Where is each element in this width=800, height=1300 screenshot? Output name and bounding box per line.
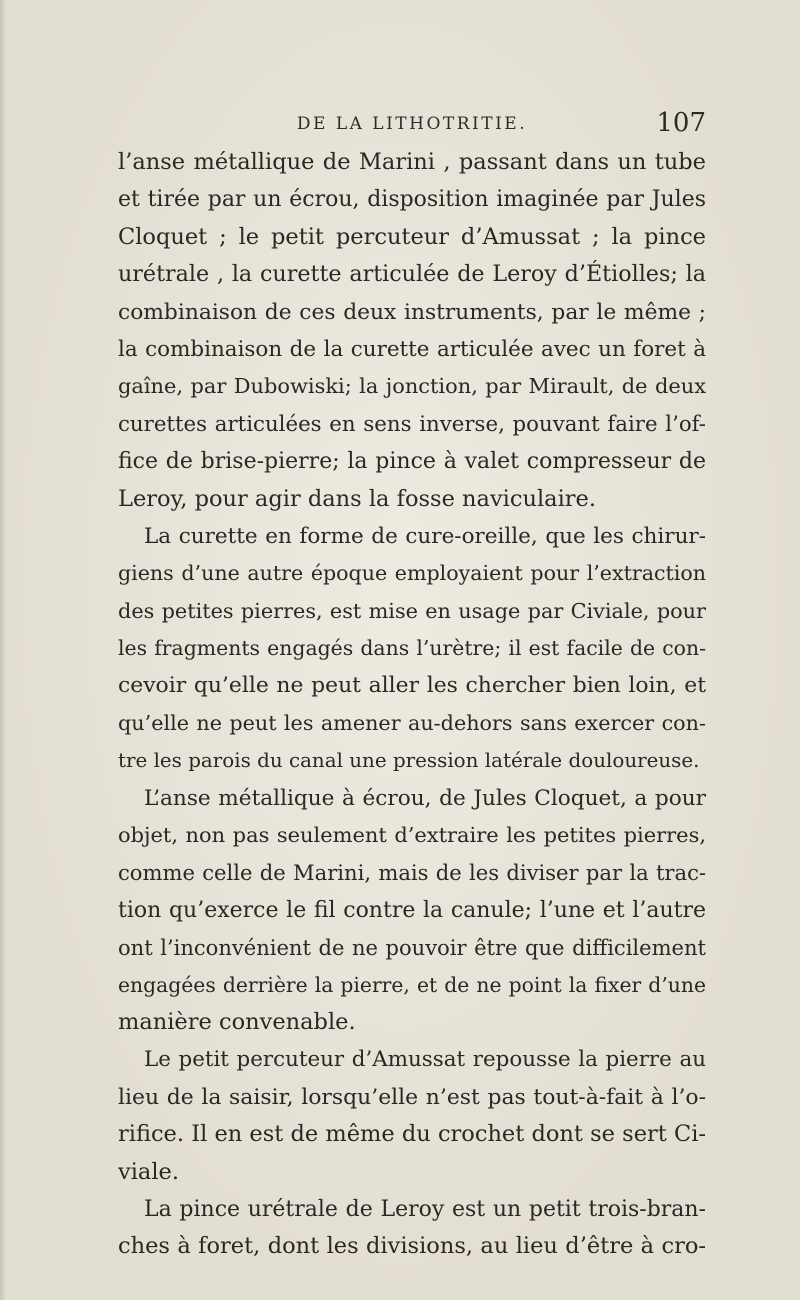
text-line: curettes articulées en sens inverse, pouvant faire l’of- bbox=[118, 411, 706, 437]
text-line: comme celle de Marini, mais de les diviser par la trac- bbox=[118, 860, 706, 886]
text-line: lieu de la saisir, lorsqu’elle n’est pas tout-à-fait à l’o- bbox=[118, 1084, 706, 1110]
body-text bbox=[118, 144, 706, 1266]
page-number: 107 bbox=[656, 108, 706, 138]
text-line: tre les parois du canal une pression latérale douloureuse. bbox=[118, 749, 700, 773]
text-line: la combinaison de la curette articulée avec un foret à bbox=[118, 336, 706, 362]
text-line: Cloquet ; le petit percuteur d’Amussat ; la pince bbox=[118, 223, 706, 250]
text-line: les fragments engagés dans l’urètre; il est facile de con- bbox=[118, 636, 706, 661]
text-line: tion qu’exerce le fil contre la canule; l’une et l’autre bbox=[118, 897, 706, 923]
text-line: viale. bbox=[118, 1158, 179, 1185]
text-line: rifice. Il en est de même du crochet dont se sert Ci- bbox=[118, 1121, 706, 1148]
text-line: fice de brise-pierre; la pince à valet compresseur de bbox=[118, 449, 706, 475]
text-line: engagées derrière la pierre, et de ne point la fixer d’une bbox=[118, 972, 706, 997]
page-edge-shadow bbox=[0, 0, 6, 1300]
text-line: La curette en forme de cure-oreille, que les chirur- bbox=[144, 523, 706, 549]
text-line: Leroy, pour agir dans la fosse naviculaire. bbox=[118, 485, 596, 512]
text-line: ches à foret, dont les divisions, au lieu d’être à cro- bbox=[118, 1233, 706, 1260]
text-line: giens d’une autre époque employaient pour l’extraction bbox=[118, 561, 706, 586]
text-line: cevoir qu’elle ne peut aller les chercher bien loin, et bbox=[118, 673, 706, 699]
text-line: combinaison de ces deux instruments, par le même ; bbox=[118, 299, 706, 325]
text-line: qu’elle ne peut les amener au-dehors sans exercer con- bbox=[118, 710, 706, 735]
running-title: DE LA LITHOTRITIE. bbox=[296, 114, 528, 134]
text-line: manière convenable. bbox=[118, 1008, 356, 1035]
text-line: des petites pierres, est mise en usage par Civiale, pour bbox=[118, 598, 706, 623]
text-line: objet, non pas seulement d’extraire les petites pierres, bbox=[118, 823, 706, 848]
text-line: La pince urétrale de Leroy est un petit trois-bran- bbox=[144, 1196, 706, 1222]
running-head bbox=[118, 108, 706, 144]
text-line: ont l’inconvénient de ne pouvoir être que difficilement bbox=[118, 935, 706, 961]
text-line: et tirée par un écrou, disposition imaginée par Jules bbox=[118, 187, 706, 213]
text-line: l’anse métallique de Marini , passant dans un tube bbox=[118, 149, 706, 175]
text-line: urétrale , la curette articulée de Leroy d’Étiolles; la bbox=[118, 261, 706, 288]
text-line: gaîne, par Dubowiski; la jonction, par Mirault, de deux bbox=[118, 374, 706, 399]
text-line: L’anse métallique à écrou, de Jules Cloquet, a pour bbox=[144, 785, 706, 811]
text-line: Le petit percuteur d’Amussat repousse la pierre au bbox=[144, 1047, 706, 1073]
